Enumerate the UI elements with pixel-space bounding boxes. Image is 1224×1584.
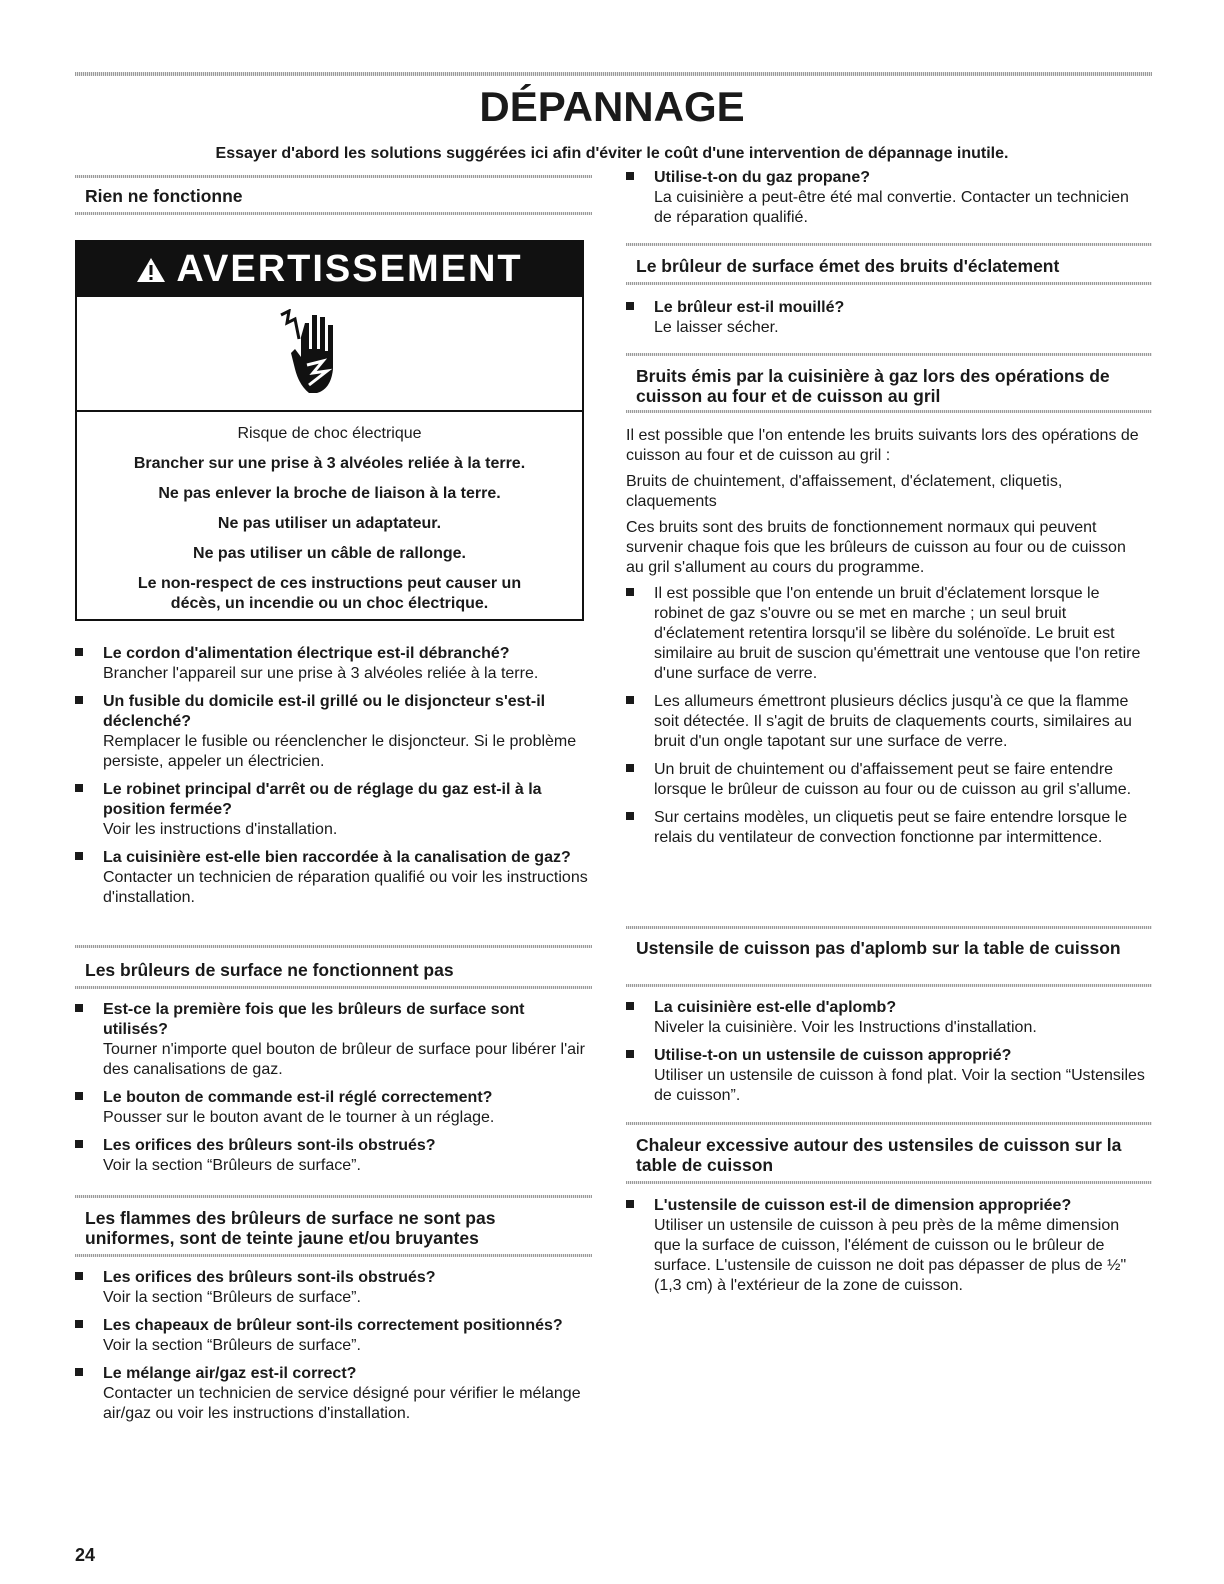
section-rule xyxy=(626,926,1152,929)
warning-line: Brancher sur une prise à 3 alvéoles reliée à la terre. xyxy=(133,455,526,472)
item-question: L'ustensile de cuisson est-il de dimension appropriée? xyxy=(654,1197,1072,1214)
item-answer: Niveler la cuisinière. Voir les Instructions d'installation. xyxy=(654,1019,1037,1036)
paragraph: Il est possible que l'on entende les bruits suivants lors des opérations de cuisson au four et de cuisson au gril : xyxy=(626,427,1139,464)
item-question: Est-ce la première fois que les brûleurs de surface sont utilisés? xyxy=(103,1001,525,1038)
item-question: Le cordon d'alimentation électrique est-il débranché? xyxy=(103,645,510,662)
item-question: Le mélange air/gaz est-il correct? xyxy=(103,1365,357,1382)
list-item xyxy=(75,1000,592,1080)
warning-triangle-icon xyxy=(136,256,166,284)
section-heading: Bruits émis par la cuisinière à gaz lors des opérations de cuisson au four et de cuisson au gril xyxy=(636,366,1110,406)
section-rule xyxy=(75,175,592,178)
item-question: Les orifices des brûleurs sont-ils obstrués? xyxy=(103,1269,436,1286)
bullet xyxy=(75,1092,83,1100)
item-answer: Pousser sur le bouton avant de le tourner à un réglage. xyxy=(103,1109,495,1126)
item-answer: Le laisser sécher. xyxy=(654,319,779,336)
bullet xyxy=(626,588,634,596)
warning-line: Ne pas utiliser un adaptateur. xyxy=(217,515,442,532)
warning-box xyxy=(75,240,584,621)
bullet xyxy=(75,1368,83,1376)
bullet xyxy=(75,696,83,704)
item-question: Un fusible du domicile est-il grillé ou le disjoncteur s'est-il déclenché? xyxy=(103,693,546,730)
item-answer: Brancher l'appareil sur une prise à 3 alvéoles reliée à la terre. xyxy=(103,665,539,682)
list-item xyxy=(626,1196,1146,1296)
section-rule xyxy=(75,212,592,215)
list-item xyxy=(626,584,1146,684)
list-item xyxy=(626,168,1146,228)
section-heading: Chaleur excessive autour des ustensiles de cuisson sur la table de cuisson xyxy=(636,1135,1122,1175)
list-item xyxy=(626,808,1146,848)
bullet xyxy=(626,1002,634,1010)
bullet xyxy=(75,784,83,792)
item-text: Sur certains modèles, un cliquetis peut se faire entendre lorsque le relais du ventilateur de convection fonctionne par intermittence. xyxy=(654,809,1128,846)
bullet xyxy=(626,302,634,310)
item-question: Les chapeaux de brûleur sont-ils correctement positionnés? xyxy=(103,1317,563,1334)
item-answer: La cuisinière a peut-être été mal convertie. Contacter un technicien de réparation qualifié. xyxy=(654,189,1129,226)
bullet xyxy=(75,1320,83,1328)
page-number: 24 xyxy=(75,1545,96,1565)
warning-line: Le non-respect de ces instructions peut causer un décès, un incendie ou un choc électrique. xyxy=(137,575,522,612)
item-question: Le robinet principal d'arrêt ou de réglage du gaz est-il à la position fermée? xyxy=(103,781,542,818)
list-item xyxy=(626,760,1146,800)
item-text: Les allumeurs émettront plusieurs déclics jusqu'à ce que la flamme soit détectée. Il s'agit de bruits de claquements courts, similaires au bruit d'un ongle tapotant sur une surface de verre. xyxy=(654,693,1132,750)
section-rule xyxy=(626,1181,1152,1184)
section-rule xyxy=(75,1254,592,1257)
warning-line: Ne pas enlever la broche de liaison à la terre. xyxy=(158,485,501,502)
section-rule xyxy=(626,353,1152,356)
list-item xyxy=(75,1364,592,1424)
list-item xyxy=(75,644,592,684)
section-rule xyxy=(626,410,1152,413)
item-answer: Utiliser un ustensile de cuisson à fond plat. Voir la section “Ustensiles de cuisson”. xyxy=(654,1067,1145,1104)
item-text: Il est possible que l'on entende un bruit d'éclatement lorsque le robinet de gaz s'ouvre ou se met en marche ; un seul bruit d'éclatement retentira lorsqu'il se libère du solénoïde. Le bruit est similaire au bruit de suscion qu'émettrait une ventouse que l'on retire d'une surface de verre. xyxy=(654,585,1141,682)
bullet xyxy=(626,172,634,180)
shock-hazard-pictogram xyxy=(77,297,582,412)
list-item xyxy=(75,692,592,772)
bullet xyxy=(626,1050,634,1058)
section-rule xyxy=(626,243,1152,246)
warning-banner xyxy=(77,242,582,297)
item-answer: Voir la section “Brûleurs de surface”. xyxy=(103,1289,361,1306)
section-heading: Le brûleur de surface émet des bruits d'éclatement xyxy=(636,256,1060,276)
electric-shock-hand-icon xyxy=(279,309,349,399)
item-question: Les orifices des brûleurs sont-ils obstrués? xyxy=(103,1137,436,1154)
item-answer: Contacter un technicien de réparation qualifié ou voir les instructions d'installation. xyxy=(103,869,588,906)
paragraph: Ces bruits sont des bruits de fonctionnement normaux qui peuvent survenir chaque fois que les brûleurs de cuisson au four ou de cuisson au gril s'allument au cours du programme. xyxy=(626,519,1126,576)
section-heading: Ustensile de cuisson pas d'aplomb sur la table de cuisson xyxy=(636,938,1121,958)
item-question: La cuisinière est-elle bien raccordée à la canalisation de gaz? xyxy=(103,849,571,866)
list-item xyxy=(626,692,1146,752)
section-rule xyxy=(626,1122,1152,1125)
list-item xyxy=(75,848,592,908)
section-rule xyxy=(75,945,592,948)
top-rule xyxy=(75,72,1152,76)
bullet xyxy=(75,852,83,860)
list-item xyxy=(75,1268,592,1308)
section-heading: Les brûleurs de surface ne fonctionnent pas xyxy=(85,960,454,980)
bullet xyxy=(75,1272,83,1280)
bullet xyxy=(626,1200,634,1208)
item-answer: Contacter un technicien de service désigné pour vérifier le mélange air/gaz ou voir les instructions d'installation. xyxy=(103,1385,581,1422)
item-answer: Voir la section “Brûleurs de surface”. xyxy=(103,1157,361,1174)
section-rule xyxy=(626,282,1152,285)
section-heading: Les flammes des brûleurs de surface ne sont pas uniformes, sont de teinte jaune et/ou bruyantes xyxy=(85,1208,496,1248)
item-answer: Voir la section “Brûleurs de surface”. xyxy=(103,1337,361,1354)
list-item xyxy=(626,998,1146,1038)
item-question: Le bouton de commande est-il réglé correctement? xyxy=(103,1089,493,1106)
list-item xyxy=(75,780,592,840)
section-heading: Rien ne fonctionne xyxy=(85,186,243,206)
list-item xyxy=(626,1046,1146,1106)
bullet xyxy=(626,764,634,772)
item-answer: Tourner n'importe quel bouton de brûleur de surface pour libérer l'air des canalisations de gaz. xyxy=(103,1041,585,1078)
item-answer: Utiliser un ustensile de cuisson à peu près de la même dimension que la surface de cuisson, l'élément de cuisson ou le brûleur de surface. L'ustensile de cuisson ne doit pas dépasser de plus de ½" (1,3 cm) à l'extérieur de la zone de cuisson. xyxy=(654,1217,1127,1294)
item-question: Utilise-t-on du gaz propane? xyxy=(654,169,870,186)
item-question: Le brûleur est-il mouillé? xyxy=(654,299,845,316)
page-subtitle: Essayer d'abord les solutions suggérées ici afin d'éviter le coût d'une intervention de dépannage inutile. xyxy=(215,145,1009,162)
bullet xyxy=(75,648,83,656)
item-text: Un bruit de chuintement ou d'affaissement peut se faire entendre lorsque le brûleur de cuisson au four ou de cuisson au gril s'allume. xyxy=(654,761,1132,798)
item-question: Utilise-t-on un ustensile de cuisson approprié? xyxy=(654,1047,1012,1064)
section-rule xyxy=(75,1195,592,1198)
list-item xyxy=(75,1316,592,1356)
paragraph: Bruits de chuintement, d'affaissement, d'éclatement, cliquetis, claquements xyxy=(626,473,1063,510)
bullet xyxy=(626,696,634,704)
section-rule xyxy=(75,986,592,989)
bullet xyxy=(75,1004,83,1012)
item-answer: Remplacer le fusible ou réenclencher le disjoncteur. Si le problème persiste, appeler un électricien. xyxy=(103,733,577,770)
warning-line: Risque de choc électrique xyxy=(237,425,422,442)
warning-banner-label: AVERTISSEMENT xyxy=(176,248,523,290)
bullet xyxy=(75,1140,83,1148)
section-rule xyxy=(626,984,1152,987)
list-item xyxy=(75,1088,592,1128)
warning-line: Ne pas utiliser un câble de rallonge. xyxy=(193,545,466,562)
item-question: La cuisinière est-elle d'aplomb? xyxy=(654,999,897,1016)
list-item xyxy=(626,298,1146,338)
bullet xyxy=(626,812,634,820)
item-answer: Voir les instructions d'installation. xyxy=(103,821,338,838)
page-title: DÉPANNAGE xyxy=(479,83,745,130)
list-item xyxy=(75,1136,592,1176)
